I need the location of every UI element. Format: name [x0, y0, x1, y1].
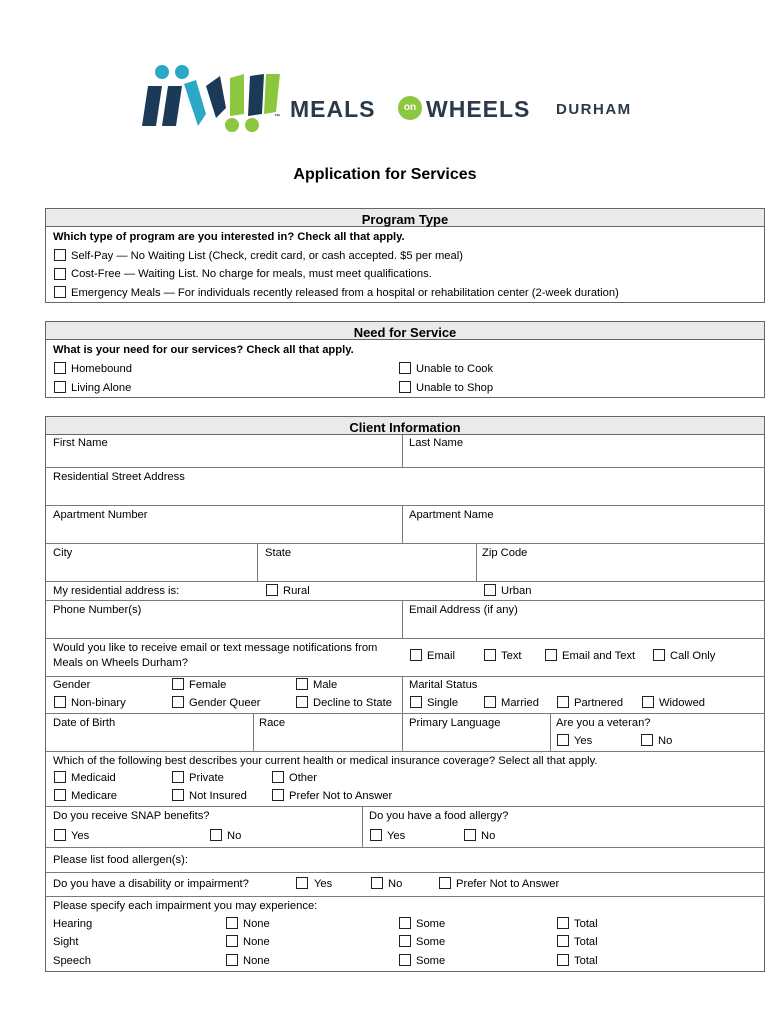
male-checkbox[interactable]: [296, 678, 308, 690]
rural-checkbox[interactable]: [266, 584, 278, 596]
speech-total-label: Total: [574, 955, 598, 967]
disability-prefer-not-label: Prefer Not to Answer: [456, 878, 560, 890]
speech-some-label: Some: [416, 955, 446, 967]
medicaid-checkbox[interactable]: [54, 771, 66, 783]
hearing-some-label: Some: [416, 918, 446, 930]
snap-no-label: No: [227, 830, 242, 842]
sight-some-checkbox[interactable]: [399, 935, 411, 947]
not-insured-checkbox[interactable]: [172, 789, 184, 801]
insurance-prefer-not-checkbox[interactable]: [272, 789, 284, 801]
private-label: Private: [189, 772, 224, 784]
female-checkbox[interactable]: [172, 678, 184, 690]
speech-none-checkbox[interactable]: [226, 954, 238, 966]
unable-to-shop-checkbox[interactable]: [399, 381, 411, 393]
gender-label: Gender: [53, 679, 91, 691]
rural-label: Rural: [283, 585, 310, 597]
speech-some-checkbox[interactable]: [399, 954, 411, 966]
notify-text-checkbox[interactable]: [484, 649, 496, 661]
disability-yes-checkbox[interactable]: [296, 877, 308, 889]
speech-total-checkbox[interactable]: [557, 954, 569, 966]
notify-email-checkbox[interactable]: [410, 649, 422, 661]
sight-none-checkbox[interactable]: [226, 935, 238, 947]
need-question: What is your need for our services? Check all that apply.: [53, 344, 354, 356]
logo-trademark: ™: [274, 114, 280, 120]
date-of-birth-label: Date of Birth: [53, 717, 116, 729]
sight-total-label: Total: [574, 936, 598, 948]
married-checkbox[interactable]: [484, 696, 496, 708]
living-alone-label: Living Alone: [71, 382, 132, 394]
emergency-meals-label: Emergency Meals — For individuals recently released from a hospital or rehabilitation center (2-week duration): [71, 287, 619, 299]
food-allergen-label: Please list food allergen(s):: [53, 854, 188, 866]
unable-to-cook-checkbox[interactable]: [399, 362, 411, 374]
male-label: Male: [313, 679, 338, 691]
snap-yes-checkbox[interactable]: [54, 829, 66, 841]
race-label: Race: [259, 717, 286, 729]
disability-no-checkbox[interactable]: [371, 877, 383, 889]
decline-to-state-label: Decline to State: [313, 697, 392, 709]
logo-durham-text: DURHAM: [556, 101, 632, 118]
hearing-total-checkbox[interactable]: [557, 917, 569, 929]
apartment-name-label: Apartment Name: [409, 509, 494, 521]
female-label: Female: [189, 679, 227, 691]
snap-question: Do you receive SNAP benefits?: [53, 810, 210, 822]
city-label: City: [53, 547, 73, 559]
notify-text-label: Text: [501, 650, 522, 662]
primary-language-label: Primary Language: [409, 717, 501, 729]
notify-email-and-text-label: Email and Text: [562, 650, 636, 662]
client-info-header: Client Information: [45, 416, 765, 435]
street-address-label: Residential Street Address: [53, 471, 185, 483]
living-alone-checkbox[interactable]: [54, 381, 66, 393]
notification-question-line1: Would you like to receive email or text message notifications from: [53, 642, 378, 654]
program-question: Which type of program are you interested in? Check all that apply.: [53, 231, 405, 243]
notification-question-line2: Meals on Wheels Durham?: [53, 657, 188, 669]
widowed-checkbox[interactable]: [642, 696, 654, 708]
self-pay-checkbox[interactable]: [54, 249, 66, 261]
first-name-label: First Name: [53, 437, 108, 449]
zip-code-label: Zip Code: [482, 547, 528, 559]
hearing-total-label: Total: [574, 918, 598, 930]
disability-yes-label: Yes: [314, 878, 333, 890]
need-header: Need for Service: [45, 321, 765, 340]
self-pay-label: Self-Pay — No Waiting List (Check, credit card, or cash accepted. $5 per meal): [71, 250, 463, 262]
medicare-label: Medicare: [71, 790, 118, 802]
partnered-checkbox[interactable]: [557, 696, 569, 708]
logo-meals-text: MEALS: [290, 96, 376, 122]
phone-label: Phone Number(s): [53, 604, 142, 616]
disability-question: Do you have a disability or impairment?: [53, 878, 249, 890]
cost-free-label: Cost-Free — Waiting List. No charge for meals, must meet qualifications.: [71, 268, 432, 280]
single-checkbox[interactable]: [410, 696, 422, 708]
married-label: Married: [501, 697, 539, 709]
speech-none-label: None: [243, 955, 270, 967]
program-type-header: Program Type: [45, 208, 765, 227]
veteran-question: Are you a veteran?: [556, 717, 651, 729]
unable-to-cook-label: Unable to Cook: [416, 363, 494, 375]
notify-call-only-label: Call Only: [670, 650, 716, 662]
gender-queer-label: Gender Queer: [189, 697, 261, 709]
non-binary-checkbox[interactable]: [54, 696, 66, 708]
hearing-none-label: None: [243, 918, 270, 930]
disability-prefer-not-checkbox[interactable]: [439, 877, 451, 889]
apartment-number-label: Apartment Number: [53, 509, 148, 521]
last-name-label: Last Name: [409, 437, 464, 449]
medicare-checkbox[interactable]: [54, 789, 66, 801]
urban-label: Urban: [501, 585, 532, 597]
homebound-checkbox[interactable]: [54, 362, 66, 374]
logo-on-text: on: [398, 96, 422, 120]
email-address-label: Email Address (if any): [409, 604, 518, 616]
allergy-yes-checkbox[interactable]: [370, 829, 382, 841]
veteran-no-checkbox[interactable]: [641, 734, 653, 746]
allergy-no-checkbox[interactable]: [464, 829, 476, 841]
urban-checkbox[interactable]: [484, 584, 496, 596]
snap-yes-label: Yes: [71, 830, 90, 842]
insurance-prefer-not-label: Prefer Not to Answer: [289, 790, 393, 802]
cost-free-checkbox[interactable]: [54, 268, 66, 280]
food-allergy-question: Do you have a food allergy?: [369, 810, 509, 822]
single-label: Single: [427, 697, 459, 709]
address-type-label: My residential address is:: [53, 585, 180, 597]
hearing-some-checkbox[interactable]: [399, 917, 411, 929]
not-insured-label: Not Insured: [189, 790, 247, 802]
other-insurance-label: Other: [289, 772, 317, 784]
non-binary-label: Non-binary: [71, 697, 126, 709]
hearing-none-checkbox[interactable]: [226, 917, 238, 929]
hearing-label: Hearing: [53, 918, 93, 930]
notify-email-label: Email: [427, 650, 455, 662]
sight-some-label: Some: [416, 936, 446, 948]
logo-wheels-text: WHEELS: [426, 96, 531, 122]
veteran-yes-checkbox[interactable]: [557, 734, 569, 746]
notify-email-and-text-checkbox[interactable]: [545, 649, 557, 661]
homebound-label: Homebound: [71, 363, 132, 375]
marital-status-label: Marital Status: [409, 679, 478, 691]
impairment-question: Please specify each impairment you may experience:: [53, 900, 318, 912]
gender-queer-checkbox[interactable]: [172, 696, 184, 708]
logo-mark-icon: [140, 62, 285, 137]
snap-no-checkbox[interactable]: [210, 829, 222, 841]
other-insurance-checkbox[interactable]: [272, 771, 284, 783]
veteran-no-label: No: [658, 735, 673, 747]
sight-label: Sight: [53, 936, 79, 948]
decline-to-state-checkbox[interactable]: [296, 696, 308, 708]
emergency-meals-checkbox[interactable]: [54, 286, 66, 298]
sight-none-label: None: [243, 936, 270, 948]
private-checkbox[interactable]: [172, 771, 184, 783]
page-title: Application for Services: [293, 166, 477, 183]
speech-label: Speech: [53, 955, 91, 967]
allergy-yes-label: Yes: [387, 830, 406, 842]
partnered-label: Partnered: [574, 697, 624, 709]
insurance-question: Which of the following best describes your current health or medical insurance coverage? Select all that apply.: [53, 755, 598, 767]
disability-no-label: No: [388, 878, 403, 890]
state-label: State: [265, 547, 292, 559]
unable-to-shop-label: Unable to Shop: [416, 382, 494, 394]
medicaid-label: Medicaid: [71, 772, 116, 784]
allergy-no-label: No: [481, 830, 496, 842]
sight-total-checkbox[interactable]: [557, 935, 569, 947]
notify-call-only-checkbox[interactable]: [653, 649, 665, 661]
widowed-label: Widowed: [659, 697, 706, 709]
veteran-yes-label: Yes: [574, 735, 593, 747]
